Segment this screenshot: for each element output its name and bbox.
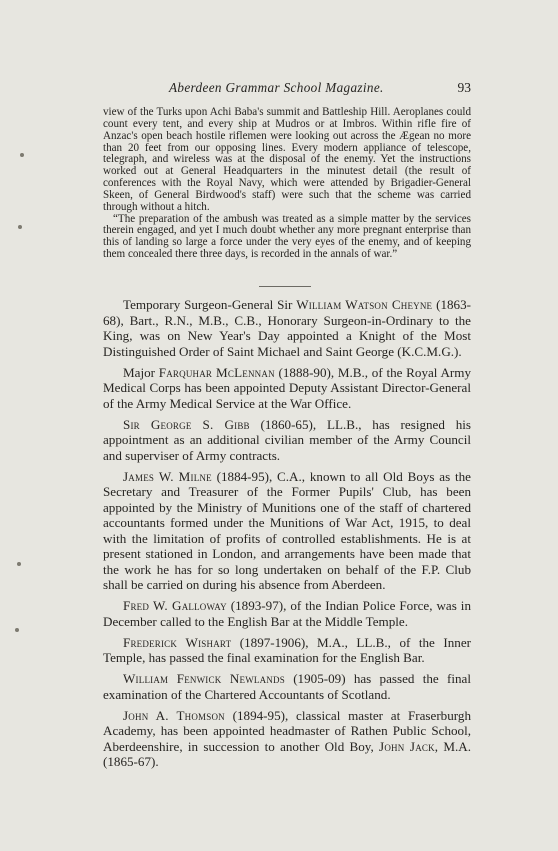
person-name: John Jack bbox=[379, 738, 435, 754]
old-boys-notes bbox=[103, 297, 471, 775]
person-name: Farquhar McLennan bbox=[158, 364, 275, 380]
person-name: Frederick Wishart bbox=[123, 634, 232, 650]
quote-paragraph: “The preparation of the ambush was treated as a simple matter by the services therein engaged, and yet I much doubt whether any more pregnant enterprise than this of landing so large a force under the very eyes of the enemy, and of keeping them concealed there three days, is recorded in the annals of war.” bbox=[103, 212, 471, 261]
running-header bbox=[103, 80, 471, 98]
entry-mclennan: Major Farquhar McLennan (1888-90), M.B., of the Royal Army Medical Corps has been appointed Deputy Assistant Director-General of the Army Medical Service at the War Office. bbox=[103, 364, 471, 411]
entry-galloway: Fred W. Galloway (1893-97), of the Indian Police Force, was in December called to the English Bar at the Middle Temple. bbox=[103, 598, 471, 629]
entry-cheyne: Temporary Surgeon-General Sir William Watson Cheyne (1863-68), Bart., R.N., M.B., C.B., Honorary Surgeon-in-Ordinary to the King, was on New Year's Day appointed a Knight of the Most Distinguished Order of Saint Michael and Saint George (K.C.M.G.). bbox=[103, 297, 471, 359]
entry-thomson: John A. Thomson (1894-95), classical master at Fraserburgh Academy, has been appointed headmaster of Rathen Public School, Aberdeenshire, in succession to another Old Boy, John Jack, M.A. (1865-67). bbox=[103, 707, 471, 769]
quote-paragraph: view of the Turks upon Achi Baba's summit and Battleship Hill. Aeroplanes could count every tent, and every ship at Mudros or at Imbros. Within rifle fire of Anzac's open beach hostile riflemen were looking out across the Ægean no more than 20 feet from our opposing lines. Every modern appliance of telescope, telegraph, and wireless was at the disposal of the enemy. Yet the instructions worked out at General Headquarters in the minutest detail (the result of conferences with the Royal Navy, which were attended by Brigadier-General Skeen, of General Birdwood's staff) were such that the scheme was carried through without a hitch. bbox=[103, 106, 471, 213]
person-name: William Fenwick Newlands bbox=[123, 671, 285, 686]
quoted-passage bbox=[103, 107, 471, 261]
binding-hole-mark bbox=[17, 562, 21, 566]
person-name: John A. Thomson bbox=[123, 707, 225, 723]
person-name: William Watson Cheyne bbox=[296, 297, 433, 312]
magazine-title: Aberdeen Grammar School Magazine. bbox=[169, 80, 384, 95]
person-name: Sir George S. Gibb bbox=[123, 416, 250, 432]
person-name: Fred W. Galloway bbox=[123, 598, 227, 613]
entry-gibb: Sir George S. Gibb (1860-65), LL.B., has resigned his appointment as an additional civilian member of the Army Council and superviser of Army contracts. bbox=[103, 416, 471, 463]
binding-hole-mark bbox=[15, 628, 19, 632]
entry-milne: James W. Milne (1884-95), C.A., known to all Old Boys as the Secretary and Treasurer of the Former Pupils' Club, has been appointed by the Ministry of Munitions one of the staff of chartered accountants formed under the Munitions of War Act, 1915, to deal with the limitation of profits of controlled establishments. He is at present stationed in London, and arrangements have been made that the work he has for so long undertaken on behalf of the F.P. Club shall be carried on during his absence from Aberdeen. bbox=[103, 468, 471, 592]
section-divider bbox=[259, 286, 311, 287]
entry-newlands: William Fenwick Newlands (1905-09) has passed the final examination of the Chartered Accountants of Scotland. bbox=[103, 671, 471, 702]
entry-wishart: Frederick Wishart (1897-1906), M.A., LL.B., of the Inner Temple, has passed the final examination for the English Bar. bbox=[103, 634, 471, 665]
binding-hole-mark bbox=[18, 225, 22, 229]
binding-hole-mark bbox=[20, 153, 24, 157]
person-name: James W. Milne bbox=[123, 468, 212, 484]
page-number: 93 bbox=[457, 80, 471, 95]
